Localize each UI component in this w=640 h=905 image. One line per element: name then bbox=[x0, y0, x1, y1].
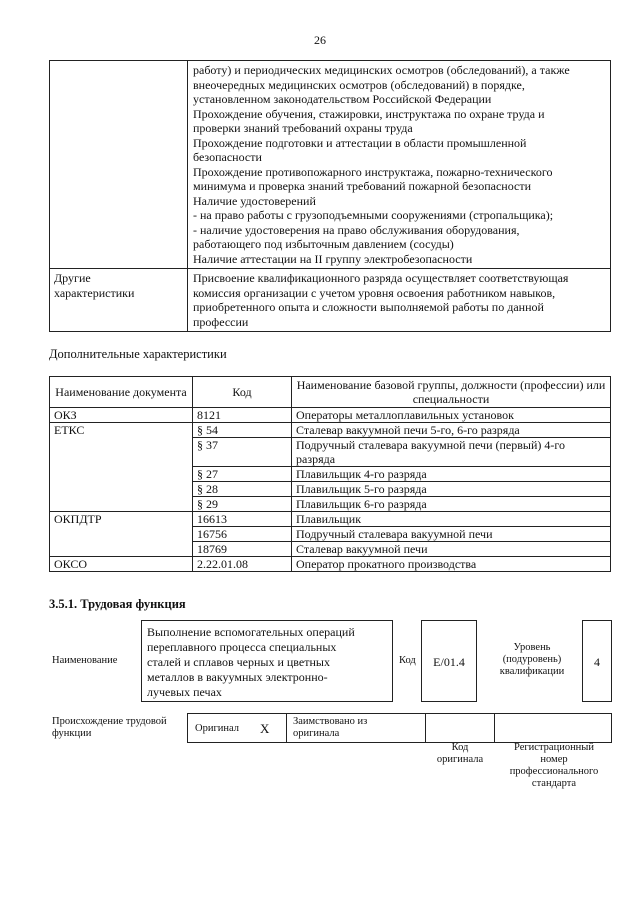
function-name-line: сталей и сплавов черных и цветных bbox=[147, 655, 330, 669]
function-code: E/01.4 bbox=[421, 620, 477, 702]
code-original-cell bbox=[425, 713, 495, 743]
code-cell: § 28 bbox=[193, 482, 292, 497]
header-name: Наименование базовой группы, должности (профессии) или специальности bbox=[292, 377, 611, 408]
doc-cell: ЕТКС bbox=[50, 423, 193, 512]
text-line: - наличие удостоверения на право обслуживания оборудования, bbox=[193, 222, 520, 237]
caption-line: номер bbox=[540, 754, 568, 765]
text-line: работающего под избыточным давлением (сосуды) bbox=[193, 237, 454, 251]
reg-number-caption bbox=[498, 742, 610, 790]
original-mark: X bbox=[260, 721, 270, 736]
text-line: - на право работы с грузоподъемными сооружениями (стропальщика); bbox=[193, 208, 554, 222]
text-line: установленном законодательством Российской Федерации bbox=[193, 92, 492, 106]
doc-cell: ОКСО bbox=[50, 557, 193, 572]
caption-line: оригинала bbox=[436, 754, 484, 765]
text-line: Прохождение подготовки и аттестации в области промышленной bbox=[193, 135, 527, 150]
code-cell: 18769 bbox=[193, 542, 292, 557]
name-cell: Оператор прокатного производства bbox=[292, 557, 611, 572]
name-cell: Сталевар вакуумной печи 5-го, 6-го разряда bbox=[292, 423, 611, 438]
row-label bbox=[50, 269, 188, 332]
table-row bbox=[50, 557, 611, 572]
other-characteristics-cell bbox=[188, 269, 611, 332]
function-name-line: металлов в вакуумных электронно- bbox=[147, 670, 328, 684]
additional-characteristics-table bbox=[49, 376, 611, 572]
text-line: работу) и периодических медицинских осмотров (обследований), а также bbox=[193, 63, 570, 77]
function-name-line: переплавного процесса специальных bbox=[147, 640, 337, 654]
code-cell: § 27 bbox=[193, 467, 292, 482]
table-row bbox=[50, 269, 611, 332]
table-row bbox=[50, 408, 611, 423]
function-name-line: Выполнение вспомогательных операций bbox=[147, 625, 355, 639]
code-label: Код bbox=[399, 655, 416, 666]
text-line: Наличие удостоверений bbox=[193, 193, 316, 208]
origin-label-line: Происхождение трудовой bbox=[52, 716, 167, 727]
borrowed-label bbox=[293, 716, 367, 740]
level-label-line: Уровень bbox=[513, 642, 551, 653]
code-cell: § 29 bbox=[193, 497, 292, 512]
level-label-line: (подуровень) bbox=[502, 654, 562, 665]
text-line: проверки знаний требований охраны труда bbox=[193, 121, 413, 135]
caption-line: профессионального bbox=[509, 766, 599, 777]
code-cell: § 54 bbox=[193, 423, 292, 438]
code-cell: § 37 bbox=[193, 438, 292, 467]
text-line: безопасности bbox=[193, 150, 262, 164]
labor-function-title: 3.5.1. Трудовая функция bbox=[49, 597, 186, 611]
doc-cell: ОКЗ bbox=[50, 408, 193, 423]
doc-cell: ОКПДТР bbox=[50, 512, 193, 557]
header-row bbox=[50, 377, 611, 408]
name-cell: Плавильщик 4-го разряда bbox=[292, 467, 611, 482]
qualification-level-value: 4 bbox=[582, 620, 612, 702]
text-line: внеочередных медицинских осмотров (обследований) в порядке, bbox=[193, 77, 525, 92]
function-name-box bbox=[141, 620, 393, 702]
original-cell bbox=[187, 713, 287, 743]
code-cell: 2.22.01.08 bbox=[193, 557, 292, 572]
name-cell: Операторы металлоплавильных установок bbox=[292, 408, 611, 423]
header-code: Код bbox=[193, 377, 292, 408]
text-line: Наличие аттестации на II группу электробезопасности bbox=[193, 251, 473, 266]
code-cell: 16613 bbox=[193, 512, 292, 527]
additional-characteristics-title: Дополнительные характеристики bbox=[49, 347, 227, 361]
caption-line: Код bbox=[451, 742, 469, 753]
qualification-table bbox=[49, 60, 611, 332]
borrowed-label-line: Заимствовано из bbox=[293, 716, 368, 727]
text-line: Прохождение противопожарного инструктажа, пожарно-технического bbox=[193, 164, 553, 179]
code-cell: 8121 bbox=[193, 408, 292, 423]
name-cell: Плавильщик bbox=[292, 512, 611, 527]
requirements-cell bbox=[188, 61, 611, 269]
table-row bbox=[50, 61, 611, 269]
name-cell: Сталевар вакуумной печи bbox=[292, 542, 611, 557]
page-number: 26 bbox=[314, 33, 326, 47]
header-document: Наименование документа bbox=[50, 377, 193, 408]
code-original-caption bbox=[425, 742, 495, 766]
name-cell: Плавильщик 6-го разряда bbox=[292, 497, 611, 512]
qualification-level-label bbox=[497, 642, 567, 678]
origin-label-line: функции bbox=[52, 728, 92, 739]
name-label: Наименование bbox=[52, 655, 118, 666]
borrowed-label-line: оригинала bbox=[293, 728, 340, 739]
name-cell: Подручный сталевара вакуумной печи bbox=[292, 527, 611, 542]
caption-line: Регистрационный bbox=[514, 742, 594, 753]
reg-number-cell bbox=[494, 713, 612, 743]
table-row bbox=[50, 512, 611, 527]
function-name-line: лучевых печах bbox=[147, 685, 222, 699]
name-cell: Плавильщик 5-го разряда bbox=[292, 482, 611, 497]
table-row bbox=[50, 423, 611, 438]
borrowed-cell bbox=[286, 713, 426, 743]
level-label-line: квалификации bbox=[499, 666, 565, 677]
label-line: Другие bbox=[54, 271, 91, 285]
row-label bbox=[50, 61, 188, 269]
origin-label bbox=[52, 716, 167, 740]
caption-line: стандарта bbox=[531, 778, 577, 789]
text-line: Присвоение квалификационного разряда осуществляет соответствующая bbox=[193, 271, 569, 285]
text-line: Прохождение обучения, стажировки, инструктажа по охране труда и bbox=[193, 106, 545, 121]
original-label: Оригинал bbox=[195, 723, 239, 734]
name-cell: Подручный сталевара вакуумной печи (первый) 4-го разряда bbox=[292, 438, 611, 467]
text-line: приобретенного опыта и сложности выполняемой работы по данной bbox=[193, 300, 544, 314]
text-line: профессии bbox=[193, 314, 249, 329]
label-line: характеристики bbox=[54, 285, 135, 300]
text-line: комиссия организации с учетом уровня освоения работником навыков, bbox=[193, 285, 556, 300]
text-line: минимума и проверка знаний требований пожарной безопасности bbox=[193, 179, 532, 193]
code-cell: 16756 bbox=[193, 527, 292, 542]
